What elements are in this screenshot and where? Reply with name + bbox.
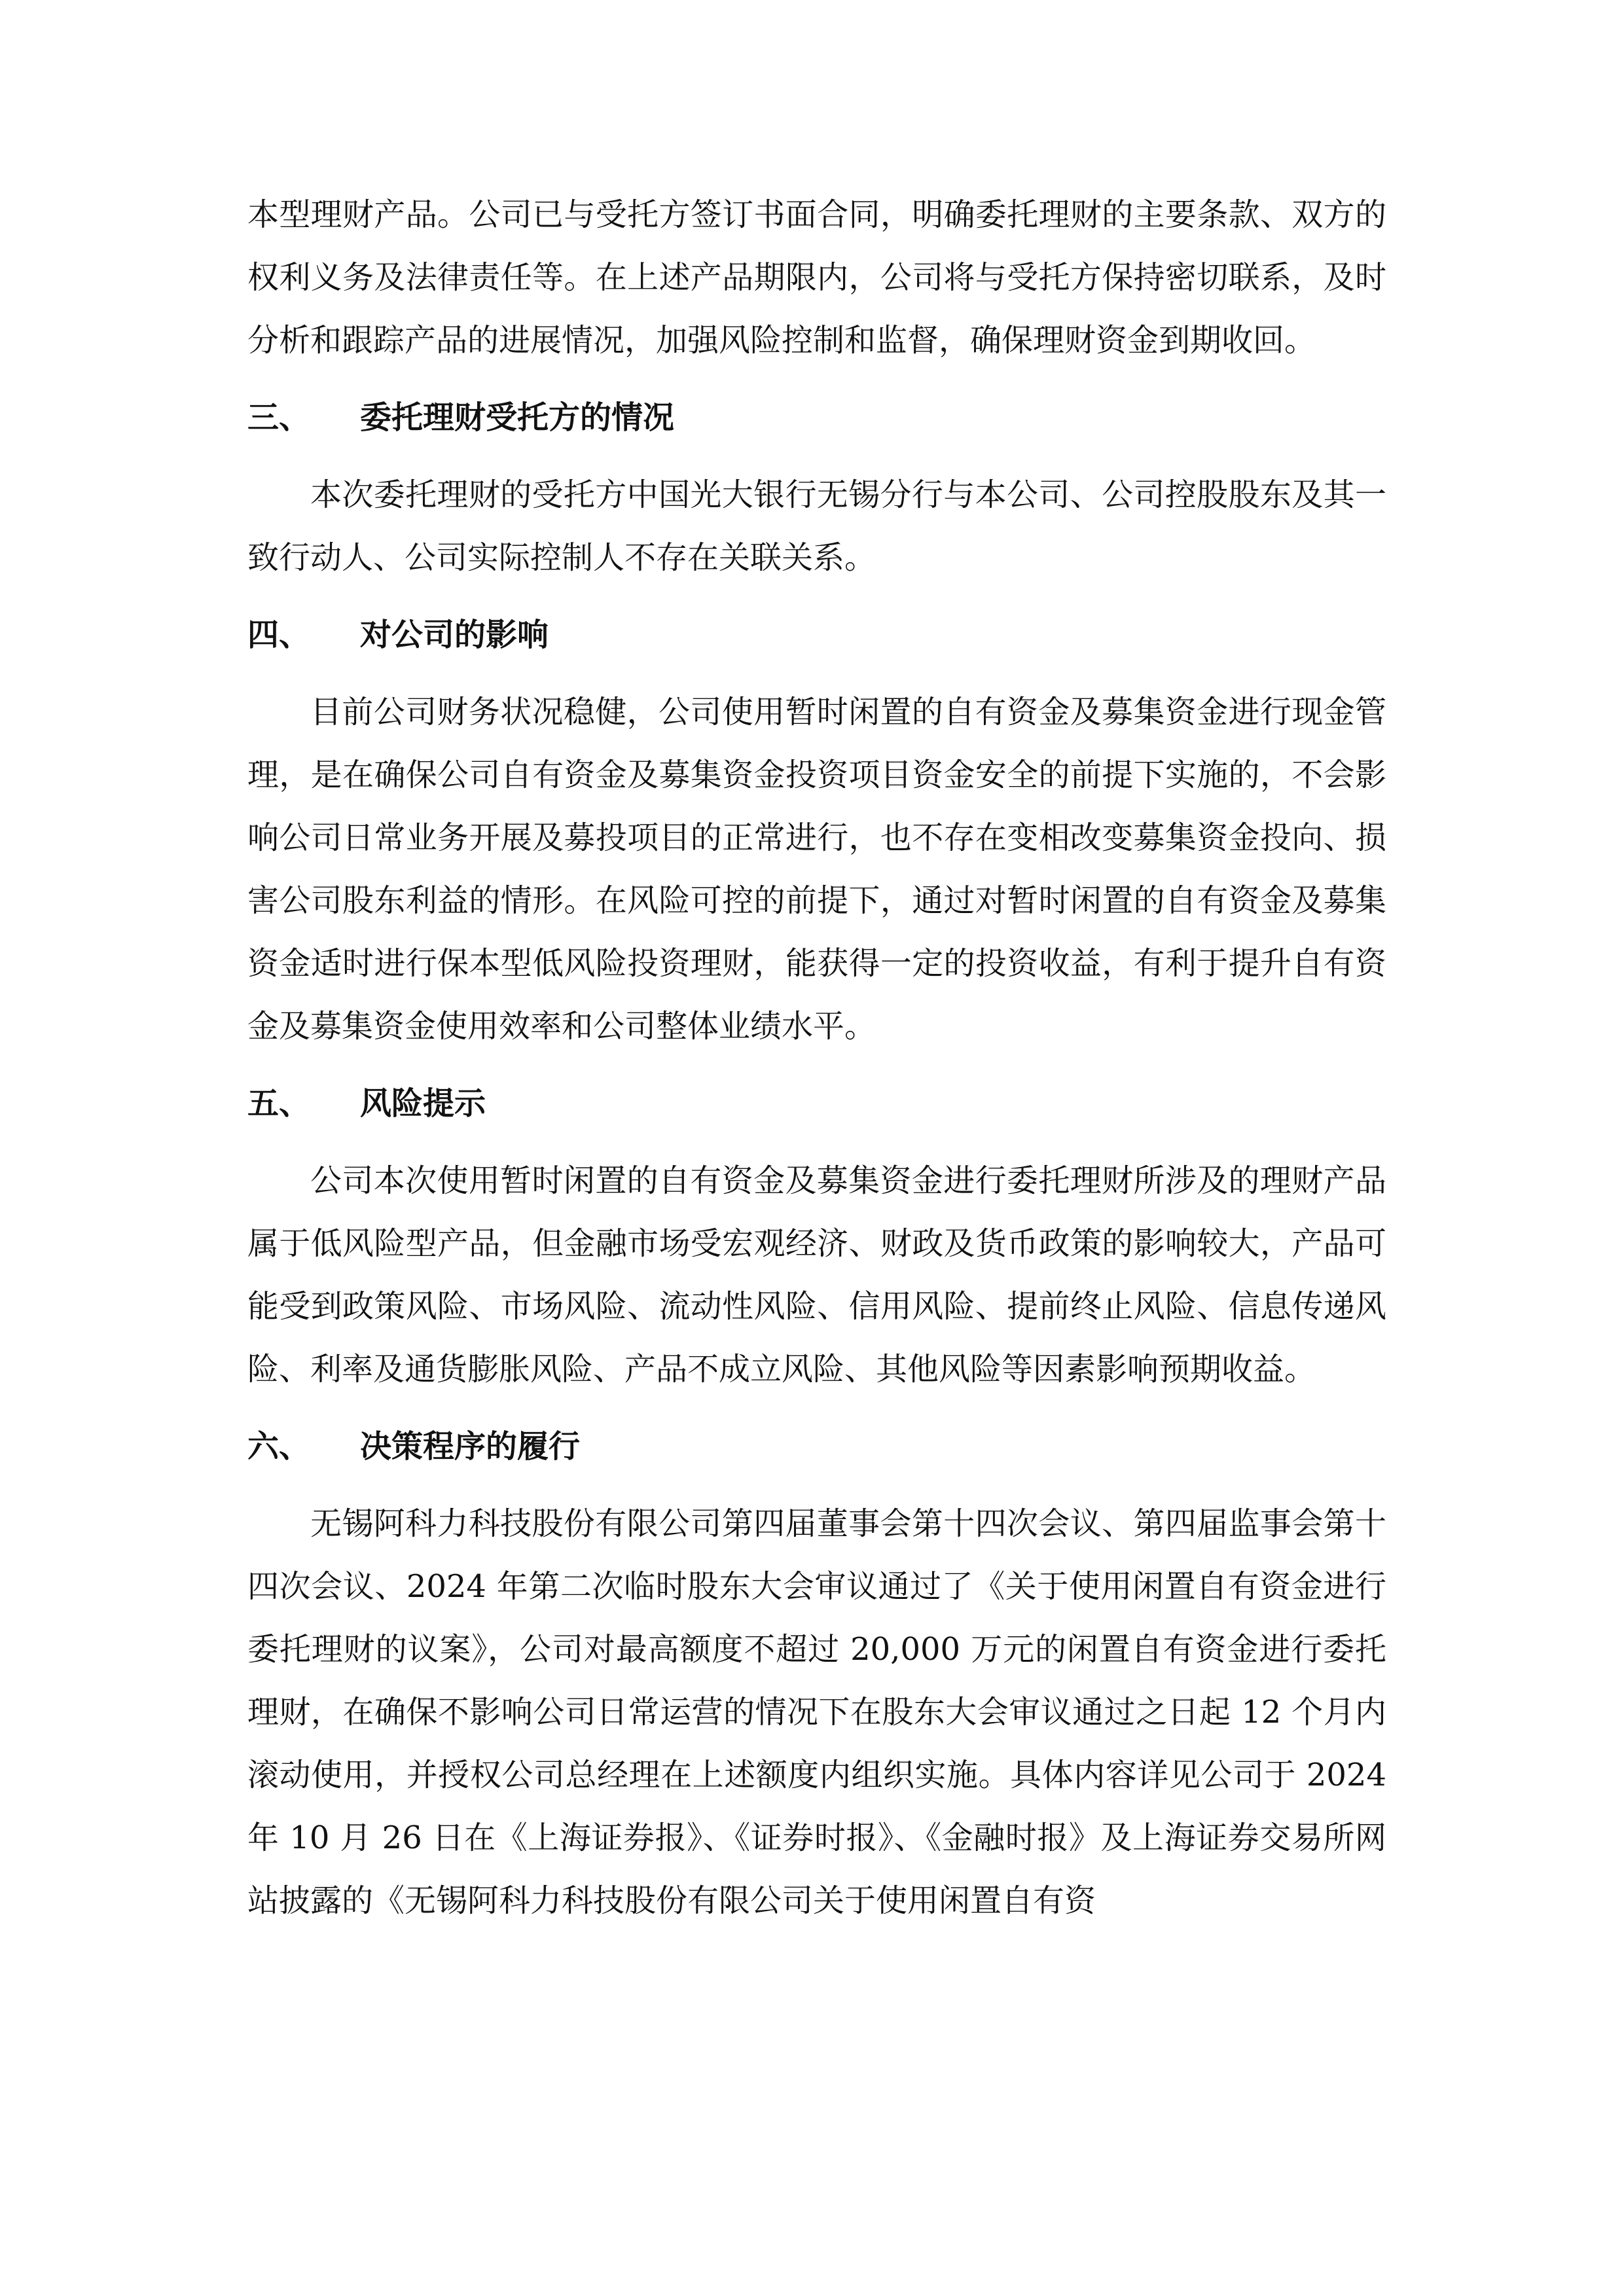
section-title: 风险提示: [360, 1085, 486, 1122]
document-page: [247, 183, 1386, 1932]
section-heading: [247, 1072, 1386, 1135]
section-3: [247, 386, 1386, 589]
section-title: 委托理财受托方的情况: [360, 399, 675, 436]
section-body: 公司本次使用暂时闲置的自有资金及募集资金进行委托理财所涉及的理财产品属于低风险型产品，但金融市场受宏观经济、财政及货币政策的影响较大，产品可能受到政策风险、市场风险、流动性风险、信用风险、提前终止风险、信息传递风险、利率及通货膨胀风险、产品不成立风险、其他风险等因素影响预期收益。: [247, 1162, 1386, 1388]
section-5: [247, 1072, 1386, 1401]
section-heading: [247, 1415, 1386, 1478]
intro-paragraph: 本型理财产品。公司已与受托方签订书面合同，明确委托理财的主要条款、双方的权利义务及法律责任等。在上述产品期限内，公司将与受托方保持密切联系，及时分析和跟踪产品的进展情况，加强风险控制和监督，确保理财资金到期收回。: [247, 196, 1386, 359]
section-title: 对公司的影响: [360, 617, 549, 653]
section-number: 三、: [247, 399, 311, 436]
section-number: 六、: [247, 1428, 311, 1465]
section-body: 本次委托理财的受托方中国光大银行无锡分行与本公司、公司控股股东及其一致行动人、公司实际控制人不存在关联关系。: [247, 476, 1386, 576]
section-body: 无锡阿科力科技股份有限公司第四届董事会第十四次会议、第四届监事会第十四次会议、2024 年第二次临时股东大会审议通过了《关于使用闲置自有资金进行委托理财的议案》，公司对最高额度不超过 20,000 万元的闲置自有资金进行委托理财，在确保不影响公司日常运营的情况下在股东大会审议通过之日起 12 个月内滚动使用，并授权公司总经理在上述额度内组织实施。具体内容详见公司于 2024 年 10 月 26 日在《上海证券报》、《证券时报》、《金融时报》及上海证券交易所网站披露的《无锡阿科力科技股份有限公司关于使用闲置自有资: [247, 1505, 1386, 1919]
section-title: 决策程序的履行: [360, 1428, 581, 1465]
section-heading: [247, 603, 1386, 666]
section-4: [247, 603, 1386, 1058]
section-number: 五、: [247, 1085, 311, 1122]
section-body: 目前公司财务状况稳健，公司使用暂时闲置的自有资金及募集资金进行现金管理，是在确保公司自有资金及募集资金投资项目资金安全的前提下实施的，不会影响公司日常业务开展及募投项目的正常进行，也不存在变相改变募集资金投向、损害公司股东利益的情形。在风险可控的前提下，通过对暂时闲置的自有资金及募集资金适时进行保本型低风险投资理财，能获得一定的投资收益，有利于提升自有资金及募集资金使用效率和公司整体业绩水平。: [247, 694, 1386, 1045]
section-6: [247, 1415, 1386, 1932]
section-heading: [247, 386, 1386, 449]
section-number: 四、: [247, 617, 311, 653]
